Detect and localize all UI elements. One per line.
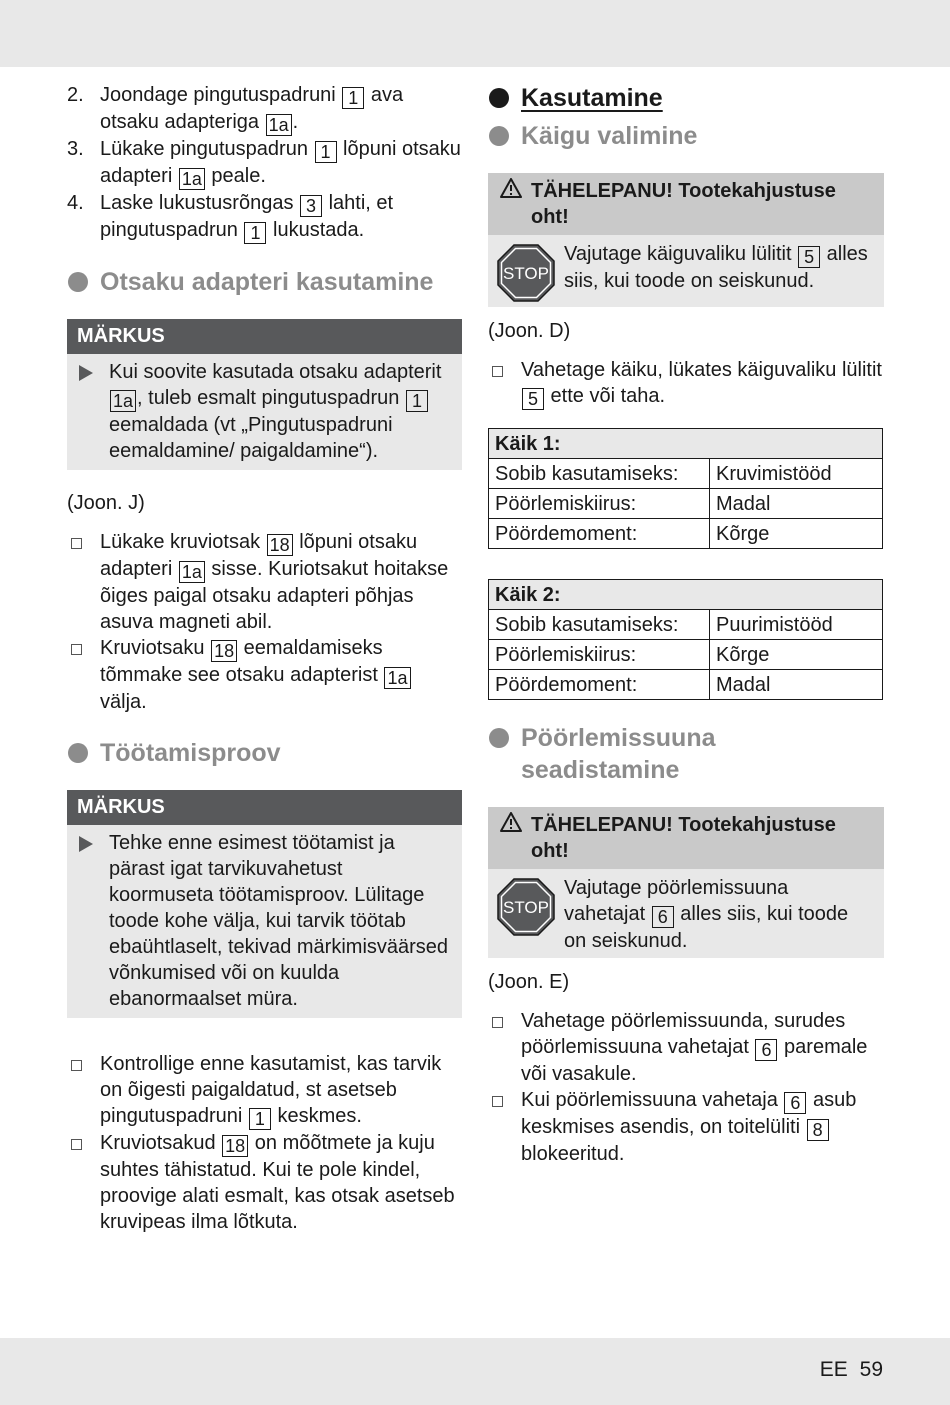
list-item [488,357,884,410]
part-number-box: 1 [249,1108,271,1130]
page-footer [820,1358,883,1382]
list-item-text: Kui pöörlemissuuna vahetaja 6 asub keskmises asendis, on toitelüliti 8 blokeeritud. [521,1089,857,1165]
list-item [488,1008,884,1087]
list-item-text: Kruviotsakud 18 on mõõtmete ja kuju suhtes tähistatud. Kui te pole kindel, proovige alati esmalt, kas otsak asetseb kruvipeas ilma lõtkuta. [100,1132,455,1233]
warning-text: Vajutage pöörlemissuuna vahetajat 6 alles siis, kui toode on seiskunud. [564,877,849,952]
assembly-steps [67,82,462,244]
main-heading [488,82,884,114]
table-row [489,489,883,519]
table-cell: Sobib kasutamiseks: [489,610,710,640]
checkbox-bullet-icon [67,635,100,715]
note-text: Kui soovite kasutada otsaku adapterit 1a , tuleb esmalt pingutuspadrun 1 eemaldada (vt „Pingutuspadruni eemaldamine/ paigaldamine“). [109,361,442,462]
step-text: Laske lukustusrõngas 3 lahti, et pingutuspadrun 1 lukustada. [100,192,394,243]
part-number-box: 1a [110,390,136,412]
table-header: Käik 1: [489,429,883,459]
bullet-dot-icon [68,743,88,763]
step-item [67,190,462,244]
table-cell: Kõrge [710,519,883,549]
step-number: 3. [67,138,84,160]
section-title: Otsaku adapteri kasutamine [100,268,434,296]
section-heading-test-run [67,737,462,769]
note-text: Tehke enne esimest töötamist ja pärast igat tarvikuvahetust koormuseta töötamisproov. Lülitage toode kohe välja, kui tarvik töötab ebaühtlaselt, tekivad märkimisväärsed võnkumised või on kuulda ebanormaalset müra. [109,832,449,1010]
table-row [489,610,883,640]
warning-triangle-icon [500,178,531,230]
table-cell: Kruvimistööd [710,459,883,489]
checkbox-bullet-icon [67,1051,100,1130]
stop-sign-label: STOP [503,264,549,283]
figure-reference: (Joon. E) [488,971,570,993]
part-number-box: 6 [755,1039,777,1061]
instruction-list [488,1008,884,1167]
note-box [67,790,462,1018]
section-title: Pöörlemissuuna seadistamine [521,724,716,784]
note-label: MÄRKUS [67,790,462,825]
table-cell: Sobib kasutamiseks: [489,459,710,489]
checkbox-bullet-icon [488,1008,521,1087]
checkbox-bullet-icon [67,529,100,635]
part-number-box: 1 [406,390,428,412]
part-number-box: 1a [179,561,205,583]
table-cell: Pöörlemiskiirus: [489,640,710,670]
step-text: Lükake pingutuspadrun 1 lõpuni otsaku adapteri 1a peale. [100,138,461,189]
figure-reference: (Joon. J) [67,492,145,514]
table-row [489,459,883,489]
table-row [489,519,883,549]
instruction-list [67,1051,462,1235]
part-number-box: 18 [267,534,293,556]
part-number-box: 6 [784,1092,806,1114]
main-title: Kasutamine [521,84,663,112]
part-number-box: 5 [522,388,544,410]
step-number: 4. [67,192,84,214]
part-number-box: 18 [211,640,237,662]
section-heading-gear [488,120,884,152]
stop-sign-icon [496,243,556,303]
list-item [67,1130,462,1235]
step-number: 2. [67,84,84,106]
part-number-box: 1a [266,114,292,136]
right-column [488,82,884,1167]
section-title: Käigu valimine [521,122,698,150]
table-header: Käik 2: [489,580,883,610]
table-cell: Pöörlemiskiirus: [489,489,710,519]
note-label: MÄRKUS [67,319,462,354]
checkbox-bullet-icon [67,1130,100,1235]
part-number-box: 1 [244,222,266,244]
list-item [488,1087,884,1167]
list-item [67,529,462,635]
part-number-box: 1 [342,87,364,109]
table-row [489,670,883,700]
arrow-right-icon [77,359,109,464]
figure-reference: (Joon. D) [488,320,571,342]
table-cell: Pöördemoment: [489,670,710,700]
bullet-dot-icon [68,272,88,292]
part-number-box: 1a [384,667,410,689]
stop-sign-label: STOP [503,898,549,917]
warning-box [488,173,884,307]
table-cell: Madal [710,489,883,519]
part-number-box: 5 [798,246,820,268]
gear-2-table [488,579,883,700]
part-number-box: 1 [315,141,337,163]
section-heading-rotation [488,722,778,786]
bullet-dot-icon [489,728,509,748]
table-cell: Pöördemoment: [489,519,710,549]
list-item [67,1051,462,1130]
section-title: Töötamisproov [100,739,281,767]
left-column [67,82,462,1235]
warning-triangle-icon [500,812,531,864]
instruction-list [67,529,462,715]
stop-sign-icon [496,877,556,937]
table-cell: Kõrge [710,640,883,670]
table-cell: Puurimistööd [710,610,883,640]
list-item-text: Vahetage käiku, lükates käiguvaliku lülitit 5 ette või taha. [521,359,882,409]
section-heading-bit-adapter [67,266,462,298]
part-number-box: 18 [222,1135,248,1157]
checkbox-bullet-icon [488,1087,521,1167]
step-item [67,82,462,136]
arrow-right-icon [77,830,109,1012]
bullet-dot-icon [489,88,509,108]
warning-box [488,807,884,958]
step-text: Joondage pingutuspadruni 1 ava otsaku adapteriga 1a . [100,84,404,135]
header-band [0,0,950,67]
gear-1-table [488,428,883,549]
list-item-text: Kontrollige enne kasutamist, kas tarvik on õigesti paigaldatud, st asetseb pingutuspadruni 1 keskmes. [100,1053,442,1129]
list-item-text: Vahetage pöörlemissuunda, surudes pöörlemissuuna vahetajat 6 paremale või vasakule. [521,1010,868,1085]
page-number: 59 [859,1358,883,1381]
warning-title: TÄHELEPANU! Tootekahjustuse oht! [531,814,836,862]
footer-band [0,1338,950,1405]
part-number-box: 6 [652,906,674,928]
checkbox-bullet-icon [488,357,521,410]
warning-text: Vajutage käiguvaliku lülitit 5 alles siis, kui toode on seiskunud. [564,243,868,292]
bullet-dot-icon [489,126,509,146]
footer-language: EE [819,1358,848,1381]
part-number-box: 3 [300,195,322,217]
list-item-text: Lükake kruviotsak 18 lõpuni otsaku adapteri 1a sisse. Kuriotsakut hoitakse õiges paigal otsaku adapteri põhjas asuva magneti abil. [100,531,449,633]
part-number-box: 8 [807,1119,829,1141]
warning-title: TÄHELEPANU! Tootekahjustuse oht! [531,180,836,228]
table-cell: Madal [710,670,883,700]
list-item [67,635,462,715]
step-item [67,136,462,190]
instruction-list [488,357,884,410]
list-item-text: Kruviotsaku 18 eemaldamiseks tõmmake see otsaku adapterist 1a välja. [100,635,462,715]
part-number-box: 1a [179,168,205,190]
table-row [489,640,883,670]
note-box [67,319,462,470]
